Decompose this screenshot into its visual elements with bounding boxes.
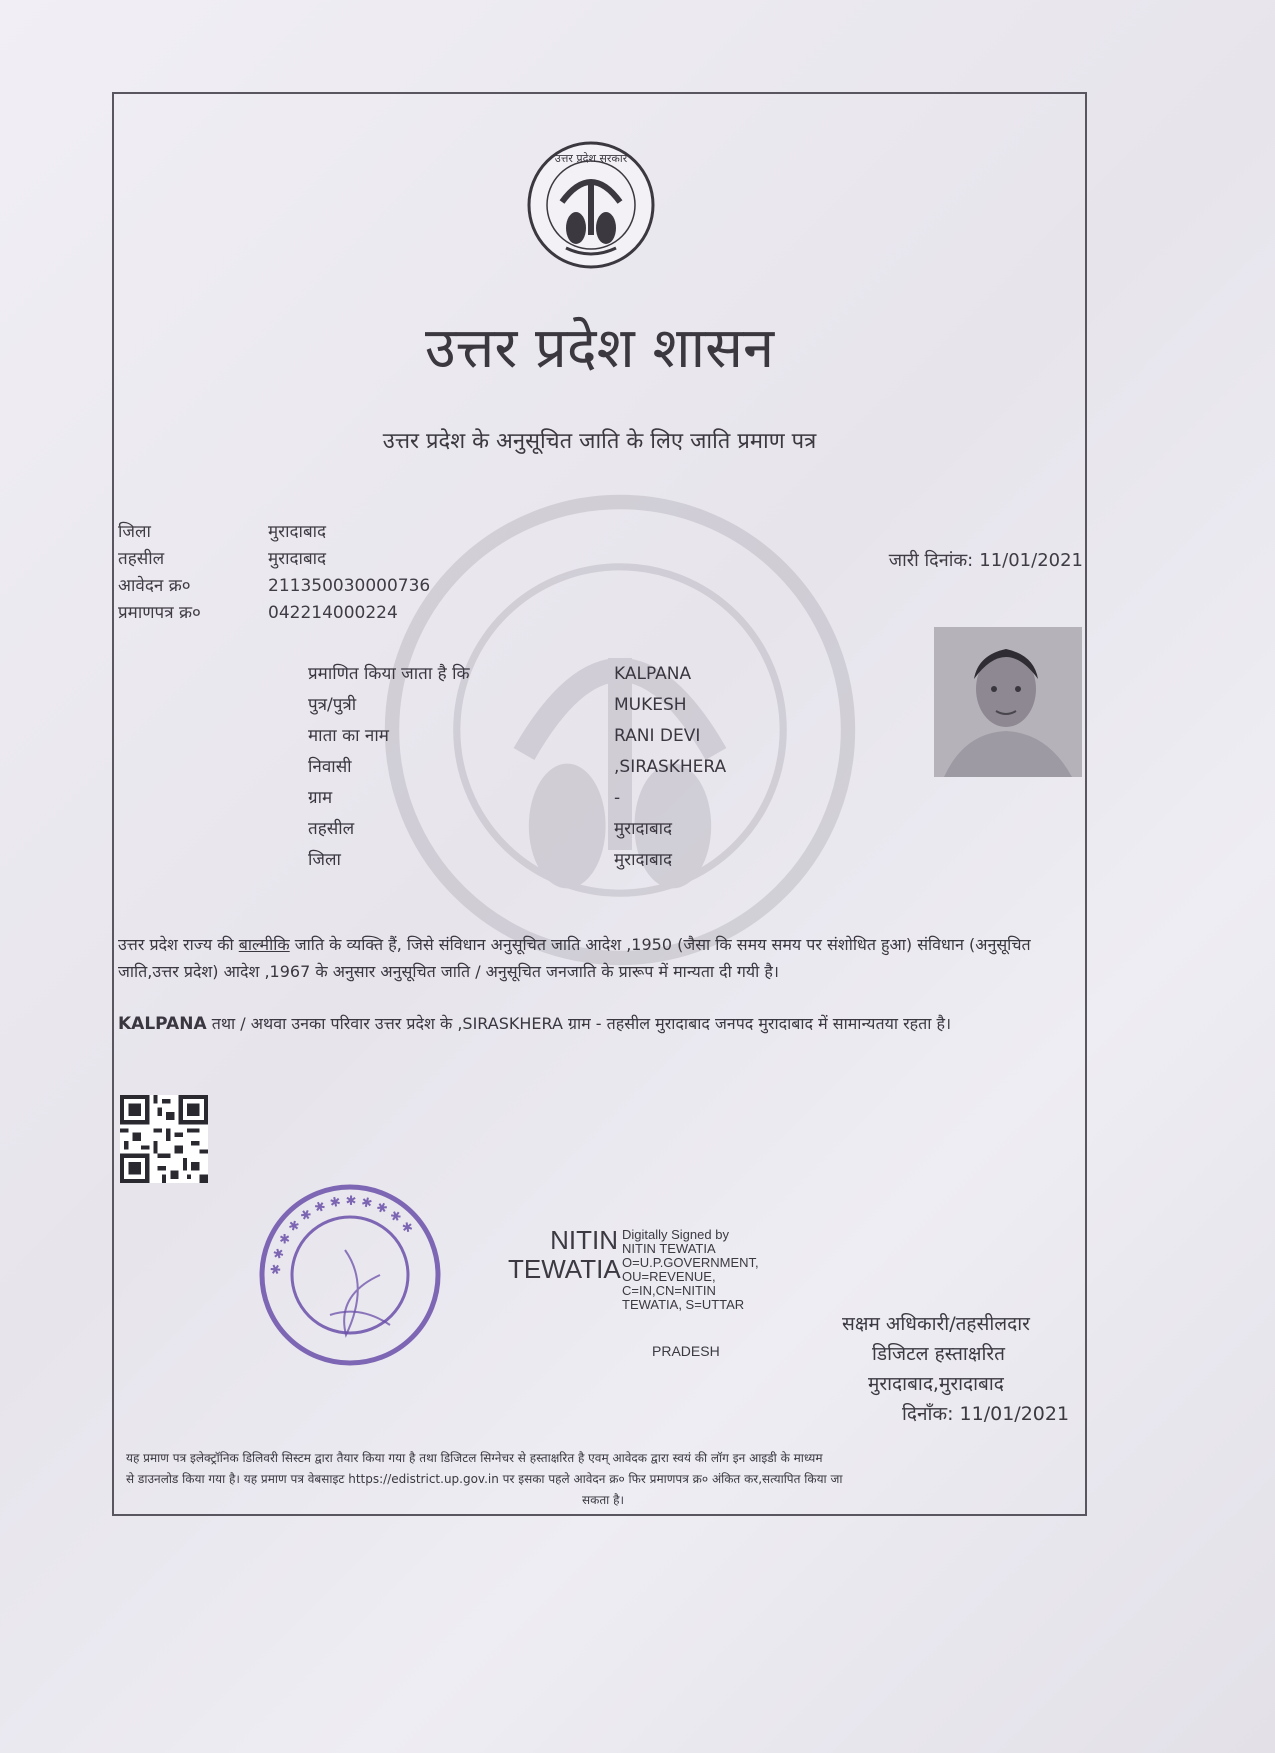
residence-name: KALPANA — [118, 1014, 207, 1034]
signer-name — [508, 1225, 621, 1284]
certificate-field-labels — [308, 659, 470, 876]
certificate-subtitle: उत्तर प्रदेश के अनुसूचित जाति के लिए जाति प्रमाण पत्र — [382, 429, 817, 454]
person-portrait-icon — [934, 627, 1082, 777]
meta-values — [268, 519, 430, 627]
signature-line: Digitally Signed by — [622, 1227, 729, 1242]
issue-date-value: 11/01/2021 — [979, 550, 1083, 571]
field-value-parent: MUKESH — [614, 695, 687, 715]
qr-code-icon — [120, 1095, 208, 1183]
digital-signature-details — [622, 1228, 759, 1312]
certificate-field-values — [614, 659, 726, 876]
signature-line: TEWATIA, S=UTTAR — [622, 1297, 745, 1312]
field-value-mother: RANI DEVI — [614, 726, 701, 746]
officer-place: मुरादाबाद,मुरादाबाद — [868, 1373, 1004, 1395]
applicant-photo — [934, 627, 1082, 777]
signature-line: NITIN TEWATIA — [622, 1241, 716, 1256]
officer-date — [902, 1400, 1069, 1426]
officer-signed: डिजिटल हस्ताक्षरित — [872, 1343, 1005, 1365]
svg-text:✱ ✱ ✱ ✱ ✱ ✱ ✱ ✱ ✱ ✱ ✱ ✱: ✱ ✱ ✱ ✱ ✱ ✱ ✱ ✱ ✱ ✱ ✱ ✱ — [268, 1193, 416, 1276]
meta-label-district: जिला — [118, 522, 151, 542]
meta-value-tehsil: मुरादाबाद — [268, 549, 327, 569]
field-label-tehsil: तहसील — [308, 819, 355, 839]
signature-state: PRADESH — [652, 1343, 720, 1359]
svg-text:उत्तर प्रदेश सरकार: उत्तर प्रदेश सरकार — [554, 152, 628, 165]
meta-label-tehsil: तहसील — [118, 549, 165, 569]
footer-line: से डाउनलोड किया गया है। यह प्रमाण पत्र वेबसाइट https://edistrict.up.gov.in पर इसका पहले आवेदन क्र० फिर प्रमाणपत्र क्र० अंकित कर,सत्यापित किया जा — [126, 1472, 843, 1486]
meta-value-district: मुरादाबाद — [268, 522, 327, 542]
signer-first-name: NITIN — [550, 1225, 618, 1255]
signer-last-name: TEWATIA — [508, 1254, 621, 1284]
footer-line: यह प्रमाण पत्र इलेक्ट्रॉनिक डिलिवरी सिस्टम द्वारा तैयार किया गया है तथा डिजिटल सिग्नेचर से हस्ताक्षरित है एवम् आवेदक द्वारा स्वयं की लॉग इन आइडी के माध्यम — [126, 1451, 823, 1465]
meta-labels — [118, 519, 201, 627]
officer-title: सक्षम अधिकारी/तहसीलदार — [842, 1313, 1030, 1335]
issue-date — [883, 548, 1083, 572]
officer-date-value: 11/01/2021 — [959, 1403, 1070, 1425]
field-value-resident: ,SIRASKHERA — [614, 757, 727, 777]
field-label-child-of: पुत्र/पुत्री — [308, 695, 357, 715]
issue-date-label: जारी दिनांक: — [888, 550, 974, 571]
residence-text: तथा / अथवा उनका परिवार उत्तर प्रदेश के ,SIRASKHERA ग्राम - तहसील मुरादाबाद जनपद मुरादाबाद में सामान्यतया रहता है। — [206, 1014, 952, 1033]
signature-line: C=IN,CN=NITIN — [622, 1283, 716, 1298]
field-label-mother-name: माता का नाम — [308, 726, 389, 746]
statement-suffix: जाति के व्यक्ति हैं, जिसे संविधान अनुसूचित जाति आदेश ,1950 (जैसा कि समय समय पर संशोधित हुआ) संविधान (अनुसूचित जाति,उत्तर प्रदेश) आदेश ,1967 के अनुसार अनुसूचित जाति / अनुसूचित जनजाति के प्रारूप में मान्यता दी गयी है। — [118, 935, 1031, 981]
field-label-village: ग्राम — [308, 788, 333, 808]
residence-statement — [118, 1010, 1073, 1038]
meta-value-application-no: 211350030000736 — [268, 576, 431, 596]
field-value-village: - — [614, 788, 621, 808]
meta-label-application-no: आवेदन क्र० — [118, 576, 191, 596]
meta-label-certificate-no: प्रमाणपत्र क्र० — [118, 603, 201, 623]
field-value-name: KALPANA — [614, 664, 692, 684]
footer-note — [126, 1448, 1080, 1511]
field-value-district: मुरादाबाद — [614, 850, 673, 870]
field-value-tehsil: मुरादाबाद — [614, 819, 673, 839]
page-title: उत्तर प्रदेश शासन — [424, 316, 775, 381]
field-label-resident: निवासी — [308, 757, 352, 777]
statement-prefix: उत्तर प्रदेश राज्य की — [118, 935, 239, 954]
meta-value-certificate-no: 042214000224 — [268, 603, 398, 623]
tehsil-office-seal-icon — [250, 1175, 450, 1375]
up-government-emblem-icon — [526, 140, 656, 270]
footer-line: सकता है। — [581, 1493, 624, 1507]
signature-line: OU=REVENUE, — [622, 1269, 716, 1284]
signature-line: O=U.P.GOVERNMENT, — [622, 1255, 759, 1270]
officer-date-label: दिनाँक: — [902, 1403, 954, 1425]
caste-name: बाल्मीकि — [238, 935, 290, 954]
field-label-district: जिला — [308, 850, 341, 870]
certificate-statement — [118, 931, 1073, 985]
field-label-certified: प्रमाणित किया जाता है कि — [308, 664, 470, 684]
